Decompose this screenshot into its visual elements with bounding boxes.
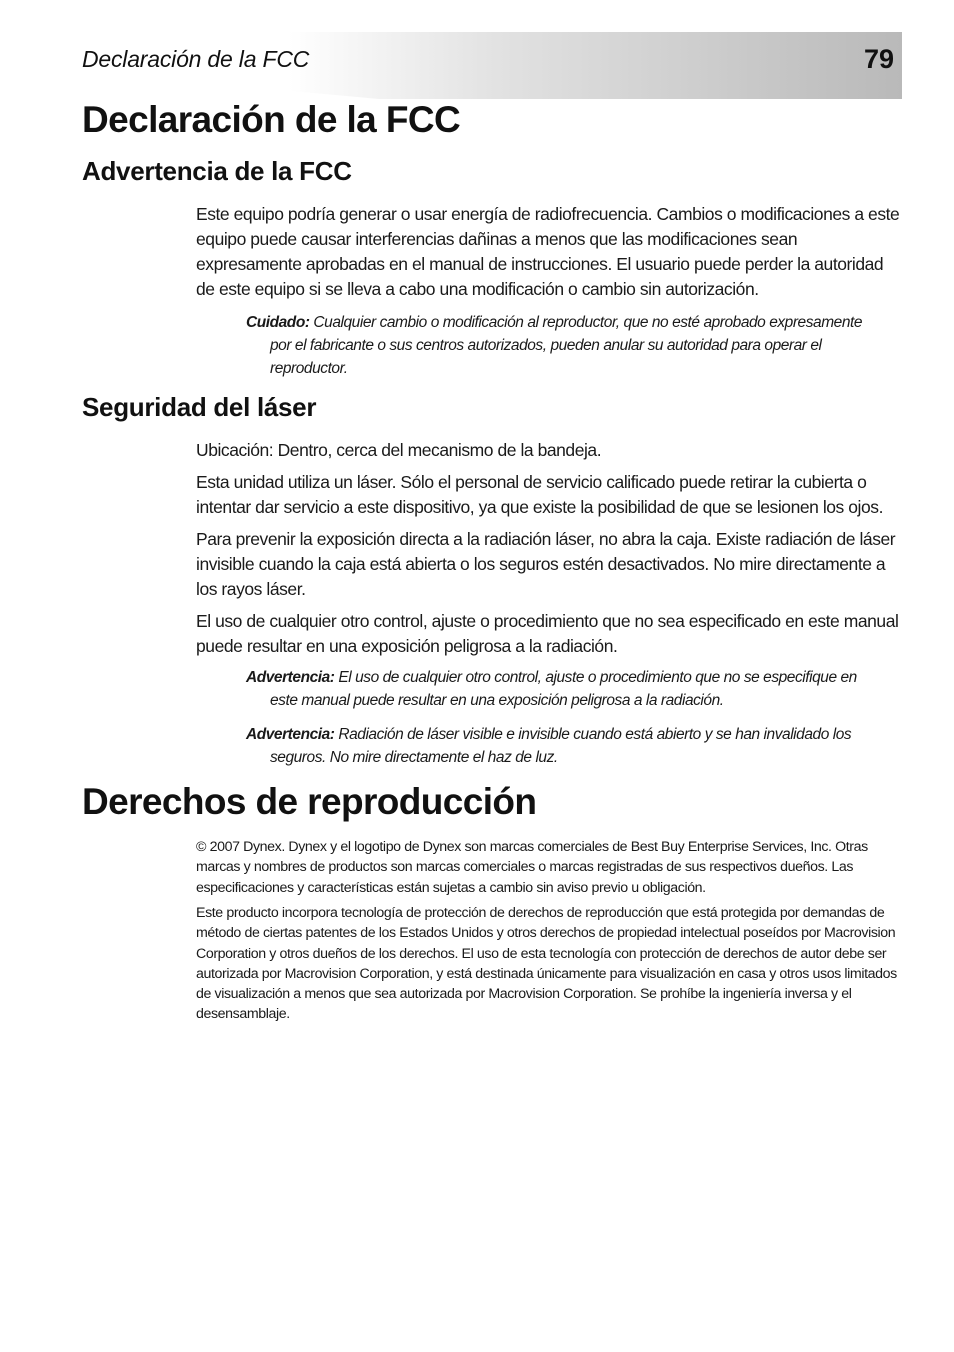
laser-warning-1 [246,666,886,712]
caution-note [246,311,886,380]
caution-text: Cualquier cambio o modificación al reproductor, que no esté aprobado expresamente por el fabricante o sus centros autorizados, pueden anular su autoridad para operar el reproductor. [270,314,863,377]
laser-para-1: Esta unidad utiliza un láser. Sólo el personal de servicio calificado puede retirar la cubierta o intentar dar servicio a este dispositivo, ya que existe la posibilidad de que se lesionen los ojos. [196,472,883,517]
laser-warning-2 [246,723,886,769]
copyright-para-2: Este producto incorpora tecnología de protección de derechos de reproducción que está protegida por demandas de método de ciertas patentes de los Estados Unidos y otros derechos de propiedad intelectual poseídos por Macrovision Corporation y otros dueños de los derechos. El uso de esta tecnología con protección de derechos de autor debe ser autorizada por Macrovision Corporation, y está destinada únicamente para visualización en casa y otros usos limitados de visualización a menos que sea autorizada por Macrovision Corporation. Se prohíbe la ingeniería inversa y el desensamblaje. [196,905,897,1023]
copyright-para-1: © 2007 Dynex. Dynex y el logotipo de Dynex son marcas comerciales de Best Buy Enterprise Services, Inc. Otras marcas y nombres de productos son marcas comerciales o marcas registradas de sus respectivos dueños. Las especificaciones y características están sujetas a cambio sin aviso previo u obligación. [196,839,868,896]
caution-label: Cuidado: [246,314,310,331]
heading-fcc-warning: Advertencia de la FCC [82,156,352,186]
section-title-fcc: Declaración de la FCC [82,99,461,140]
section-title-copyright: Derechos de reproducción [82,781,537,822]
warning-1-text: El uso de cualquier otro control, ajuste o procedimiento que no se especifique en este manual puede resultar en una exposición peligrosa a la radiación. [270,669,857,709]
laser-para-3: El uso de cualquier otro control, ajuste o procedimiento que no sea especificado en este manual puede resultar en una exposición peligrosa a la radiación. [196,611,899,656]
laser-para-2: Para prevenir la exposición directa a la radiación láser, no abra la caja. Existe radiación de láser invisible cuando la caja está abierta o los seguros estén desactivados. No mire directamente a los rayos láser. [196,529,896,599]
fcc-warning-body: Este equipo podría generar o usar energía de radiofrecuencia. Cambios o modificaciones a este equipo puede causar interferencias dañinas a menos que las modificaciones sean expresamente aprobadas en el manual de instrucciones. El usuario puede perder la autoridad de este equipo si se lleva a cabo una modificación o cambio sin autorización. [196,204,900,299]
heading-laser-safety: Seguridad del láser [82,392,317,422]
warning-1-label: Advertencia: [246,669,335,686]
laser-location: Ubicación: Dentro, cerca del mecanismo de la bandeja. [196,440,602,460]
warning-2-label: Advertencia: [246,726,335,743]
running-head: Declaración de la FCC [82,46,310,72]
page-number: 79 [863,44,894,74]
warning-2-text: Radiación de láser visible e invisible cuando está abierto y se han invalidado los seguros. No mire directamente el haz de luz. [270,726,852,766]
